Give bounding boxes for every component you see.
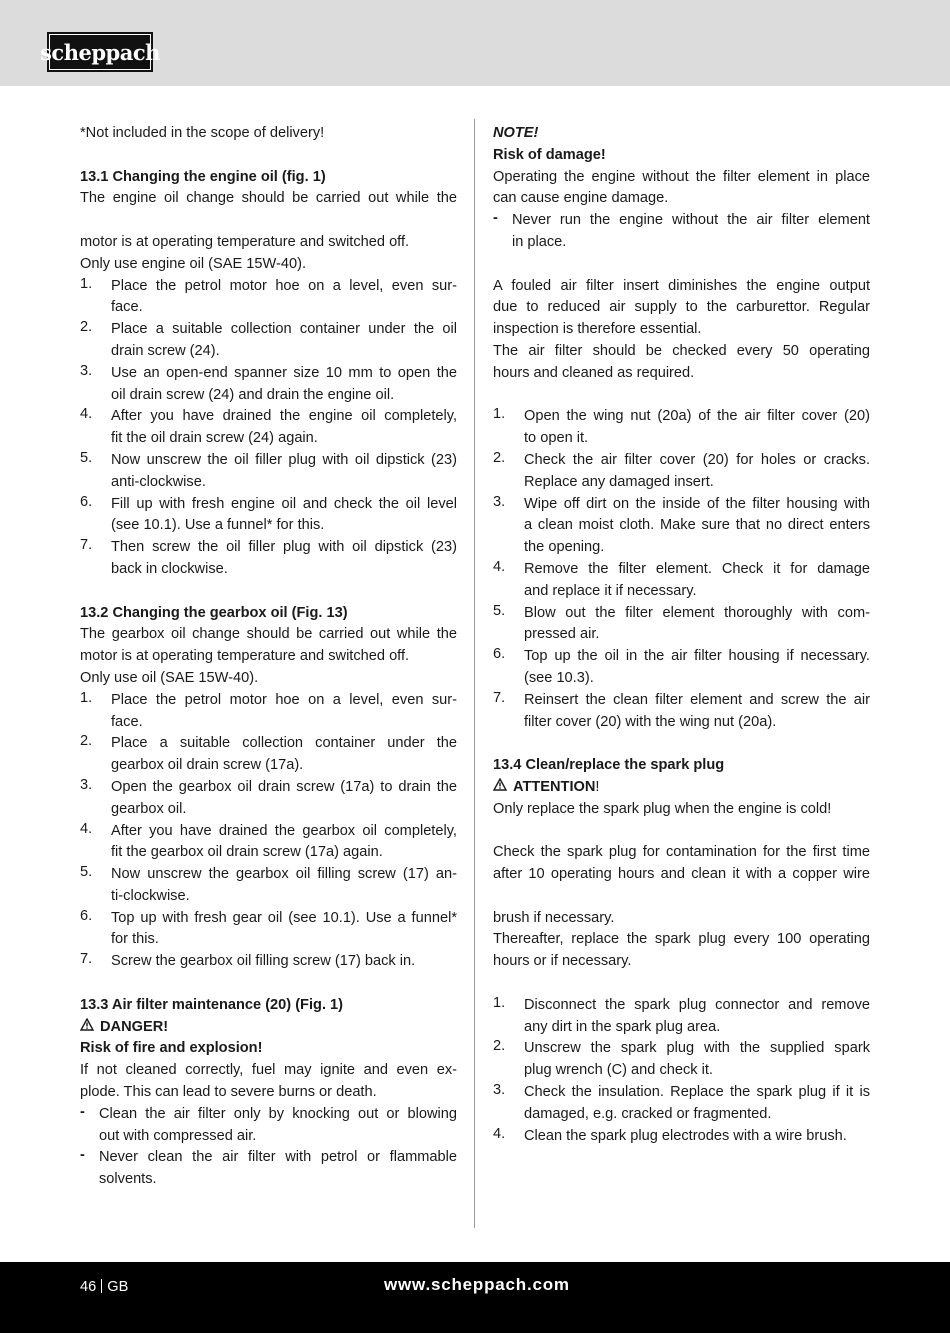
list-number: 6.: [80, 907, 93, 924]
paragraph-line: due to reduced air supply to the carburettor. Regular: [493, 299, 870, 316]
bullet-item: [493, 210, 870, 254]
list-text: damaged, e.g. cracked or fragmented.: [524, 1105, 772, 1122]
list-number: 1.: [493, 994, 506, 1011]
list-item: [493, 494, 870, 559]
list-text: (see 10.1). Use a funnel* for this.: [111, 517, 325, 534]
section-13-3: [80, 995, 457, 1191]
attention-exclamation: !: [595, 778, 600, 795]
list-number: 2.: [493, 1038, 506, 1055]
list-text: Check the air filter cover (20) for holes or cracks.: [524, 451, 870, 468]
list-text: filter cover (20) with the wing nut (20a).: [524, 713, 777, 730]
list-text: anti-clockwise.: [111, 473, 206, 490]
list-text: face.: [111, 713, 143, 730]
section-13-1: [80, 167, 457, 581]
list-number: 7.: [493, 689, 506, 706]
list-text: to open it.: [524, 430, 589, 447]
paragraph-line: Check the spark plug for contamination for the first time: [493, 844, 870, 861]
section-13-4: [493, 755, 870, 1147]
list-number: 4.: [80, 820, 93, 837]
column-divider: [474, 119, 475, 1228]
scheppach-logo: [40, 32, 160, 72]
list-text: Remove the filter element. Check it for damage: [524, 560, 870, 577]
paragraph-line: Only use oil (SAE 15W-40).: [80, 669, 259, 686]
paragraph-line: Only replace the spark plug when the engine is cold!: [493, 800, 832, 817]
paragraph-line: can cause engine damage.: [493, 190, 669, 207]
list-number: 5.: [80, 864, 93, 881]
list-item: [80, 319, 457, 363]
list-text: gearbox oil drain screw (17a).: [111, 757, 304, 774]
list-text: Replace any damaged insert.: [524, 473, 714, 490]
list-text: Open the gearbox oil drain screw (17a) to drain the: [111, 778, 457, 795]
list-text: fit the gearbox oil drain screw (17a) again.: [111, 844, 383, 861]
list-item: [80, 494, 457, 538]
list-number: 2.: [493, 449, 506, 466]
list-item: [80, 450, 457, 494]
section-13-2: [80, 603, 457, 974]
list-item: [80, 777, 457, 821]
list-text: Place a suitable collection container under the: [111, 735, 457, 752]
logo-text: scheppach: [40, 39, 160, 65]
section-heading: 13.3 Air filter maintenance (20) (Fig. 1): [80, 996, 344, 1013]
paragraph-line: hours or if necessary.: [493, 953, 632, 970]
risk-label: Risk of damage!: [493, 146, 606, 163]
list-text: Open the wing nut (20a) of the air filter cover (20): [524, 408, 870, 425]
bullet-dash: -: [80, 1147, 85, 1164]
list-text: Wipe off dirt on the inside of the filter housing with: [524, 495, 870, 512]
paragraph-line: brush if necessary.: [493, 909, 615, 926]
paragraph-line: Thereafter, replace the spark plug every 100 operating: [493, 931, 870, 948]
list-text: Top up with fresh gear oil (see 10.1). Use a funnel*: [111, 909, 457, 926]
list-number: 4.: [493, 1125, 506, 1142]
list-text: Place the petrol motor hoe on a level, even sur-: [111, 691, 457, 708]
bullet-text: solvents.: [99, 1171, 157, 1188]
paragraph-line: motor is at operating temperature and switched off.: [80, 648, 410, 665]
list-item: [493, 1126, 870, 1148]
list-text: After you have drained the gearbox oil completely,: [111, 822, 457, 839]
danger-text: DANGER!: [100, 1018, 169, 1035]
bullet-dash: -: [493, 210, 498, 227]
list-text: face.: [111, 299, 143, 316]
bullet-dash: -: [80, 1103, 85, 1120]
paragraph-line: after 10 operating hours and clean it with a copper wire: [493, 866, 870, 883]
list-item: [80, 690, 457, 734]
list-item: [493, 603, 870, 647]
paragraph-line: The air filter should be checked every 50 operating: [493, 342, 870, 359]
list-text: Place a suitable collection container under the oil: [111, 321, 457, 338]
bullet-text: out with compressed air.: [99, 1127, 257, 1144]
gearbox-oil-steps: [80, 690, 457, 973]
paragraph-line: hours and cleaned as required.: [493, 364, 695, 381]
attention-text: ATTENTION: [513, 778, 596, 795]
paragraph-line: motor is at operating temperature and switched off.: [80, 233, 410, 250]
list-text: the opening.: [524, 539, 605, 556]
paragraph-line: Operating the engine without the filter element in place: [493, 168, 870, 185]
list-number: 1.: [80, 689, 93, 706]
left-column: [80, 123, 457, 1191]
list-number: 2.: [80, 733, 93, 750]
list-number: 3.: [80, 776, 93, 793]
list-number: 4.: [80, 406, 93, 423]
attention-label: [493, 777, 870, 799]
list-text: Now unscrew the oil filler plug with oil dipstick (23): [111, 451, 457, 468]
list-text: Place the petrol motor hoe on a level, even sur-: [111, 277, 457, 294]
list-text: plug wrench (C) and check it.: [524, 1062, 713, 1079]
paragraph-line: A fouled air filter insert diminishes the engine output: [493, 277, 870, 294]
engine-oil-steps: [80, 276, 457, 581]
list-text: for this.: [111, 931, 159, 948]
list-item: [493, 690, 870, 734]
list-item: [493, 559, 870, 603]
list-text: Then screw the oil filler plug with oil dipstick (23): [111, 539, 457, 556]
list-text: After you have drained the engine oil completely,: [111, 408, 457, 425]
not-included-note: *Not included in the scope of delivery!: [80, 125, 325, 141]
list-item: [80, 537, 457, 581]
list-text: Check the insulation. Replace the spark plug if it is: [524, 1084, 870, 1101]
list-number: 5.: [80, 449, 93, 466]
list-text: any dirt in the spark plug area.: [524, 1018, 721, 1035]
list-item: [80, 908, 457, 952]
list-item: [493, 646, 870, 690]
list-number: 3.: [493, 493, 506, 510]
list-item: [80, 276, 457, 320]
list-item: [493, 406, 870, 450]
list-item: [80, 864, 457, 908]
list-item: [493, 1038, 870, 1082]
bullet-item: [80, 1147, 457, 1191]
list-number: 1.: [80, 275, 93, 292]
section-heading: 13.2 Changing the gearbox oil (Fig. 13): [80, 604, 348, 621]
paragraph-line: The engine oil change should be carried out while the: [80, 190, 457, 207]
warning-triangle-icon: [493, 777, 513, 799]
list-text: Screw the gearbox oil filling screw (17) back in.: [111, 953, 416, 970]
list-text: (see 10.3).: [524, 669, 594, 686]
paragraph-line: plode. This can lead to severe burns or death.: [80, 1084, 377, 1101]
list-text: oil drain screw (24) and drain the engine oil.: [111, 386, 395, 403]
bullet-text: Never run the engine without the air filter element: [512, 212, 870, 229]
list-item: [493, 995, 870, 1039]
list-text: Blow out the filter element thoroughly with com-: [524, 604, 870, 621]
list-item: [80, 733, 457, 777]
section-heading: 13.1 Changing the engine oil (fig. 1): [80, 168, 326, 185]
list-number: 6.: [80, 493, 93, 510]
list-text: and replace it if necessary.: [524, 582, 697, 599]
list-text: a clean moist cloth. Make sure that no direct enters: [524, 517, 870, 534]
list-number: 3.: [493, 1082, 506, 1099]
right-column: [493, 123, 870, 1147]
page-number-value: 46: [80, 1279, 97, 1295]
list-text: Use an open-end spanner size 10 mm to open the: [111, 364, 457, 381]
list-text: fit the oil drain screw (24) again.: [111, 430, 318, 447]
list-text: Fill up with fresh engine oil and check the oil level: [111, 495, 457, 512]
paragraph-line: The gearbox oil change should be carried out while the: [80, 626, 457, 643]
list-number: 1.: [493, 406, 506, 423]
list-item: [493, 450, 870, 494]
page-footer: [0, 1262, 950, 1333]
list-text: pressed air.: [524, 626, 600, 643]
list-item: [80, 406, 457, 450]
spark-plug-steps: [493, 995, 870, 1148]
list-text: drain screw (24).: [111, 342, 220, 359]
list-text: Top up the oil in the air filter housing if necessary.: [524, 648, 870, 665]
paragraph-line: If not cleaned correctly, fuel may ignite and even ex-: [80, 1062, 457, 1079]
bullet-item: [80, 1104, 457, 1148]
website-link[interactable]: www.scheppach.com: [384, 1275, 570, 1294]
note-label: NOTE!: [493, 125, 539, 141]
page-number: [80, 1277, 128, 1297]
air-filter-steps: [493, 406, 870, 733]
danger-label: [80, 1017, 457, 1039]
list-number: 2.: [80, 319, 93, 336]
paragraph-line: Only use engine oil (SAE 15W-40).: [80, 255, 307, 272]
page-separator: [101, 1279, 102, 1293]
list-item: [80, 363, 457, 407]
list-text: back in clockwise.: [111, 560, 228, 577]
list-text: Disconnect the spark plug connector and remove: [524, 996, 870, 1013]
list-number: 3.: [80, 362, 93, 379]
list-text: ti-clockwise.: [111, 887, 190, 904]
list-number: 4.: [493, 558, 506, 575]
list-number: 5.: [493, 602, 506, 619]
list-item: [80, 951, 457, 973]
bullet-text: Never clean the air filter with petrol or flammable: [99, 1149, 457, 1166]
list-item: [80, 821, 457, 865]
bullet-text: Clean the air filter only by knocking out or blowing: [99, 1105, 457, 1122]
list-item: [493, 1082, 870, 1126]
warning-triangle-icon: [80, 1017, 100, 1039]
section-heading: 13.4 Clean/replace the spark plug: [493, 757, 725, 774]
list-text: gearbox oil.: [111, 800, 187, 817]
bullet-text: in place.: [512, 233, 567, 250]
list-number: 7.: [80, 537, 93, 554]
list-text: Now unscrew the gearbox oil filling screw (17) an-: [111, 866, 457, 883]
list-number: 6.: [493, 646, 506, 663]
list-text: Unscrew the spark plug with the supplied spark: [524, 1040, 870, 1057]
language-code: GB: [107, 1279, 129, 1295]
list-number: 7.: [80, 951, 93, 968]
page-header: [0, 0, 950, 86]
risk-label: Risk of fire and explosion!: [80, 1040, 263, 1057]
paragraph-line: inspection is therefore essential.: [493, 321, 702, 338]
list-text: Reinsert the clean filter element and screw the air: [524, 691, 870, 708]
list-text: Clean the spark plug electrodes with a wire brush.: [524, 1127, 847, 1144]
